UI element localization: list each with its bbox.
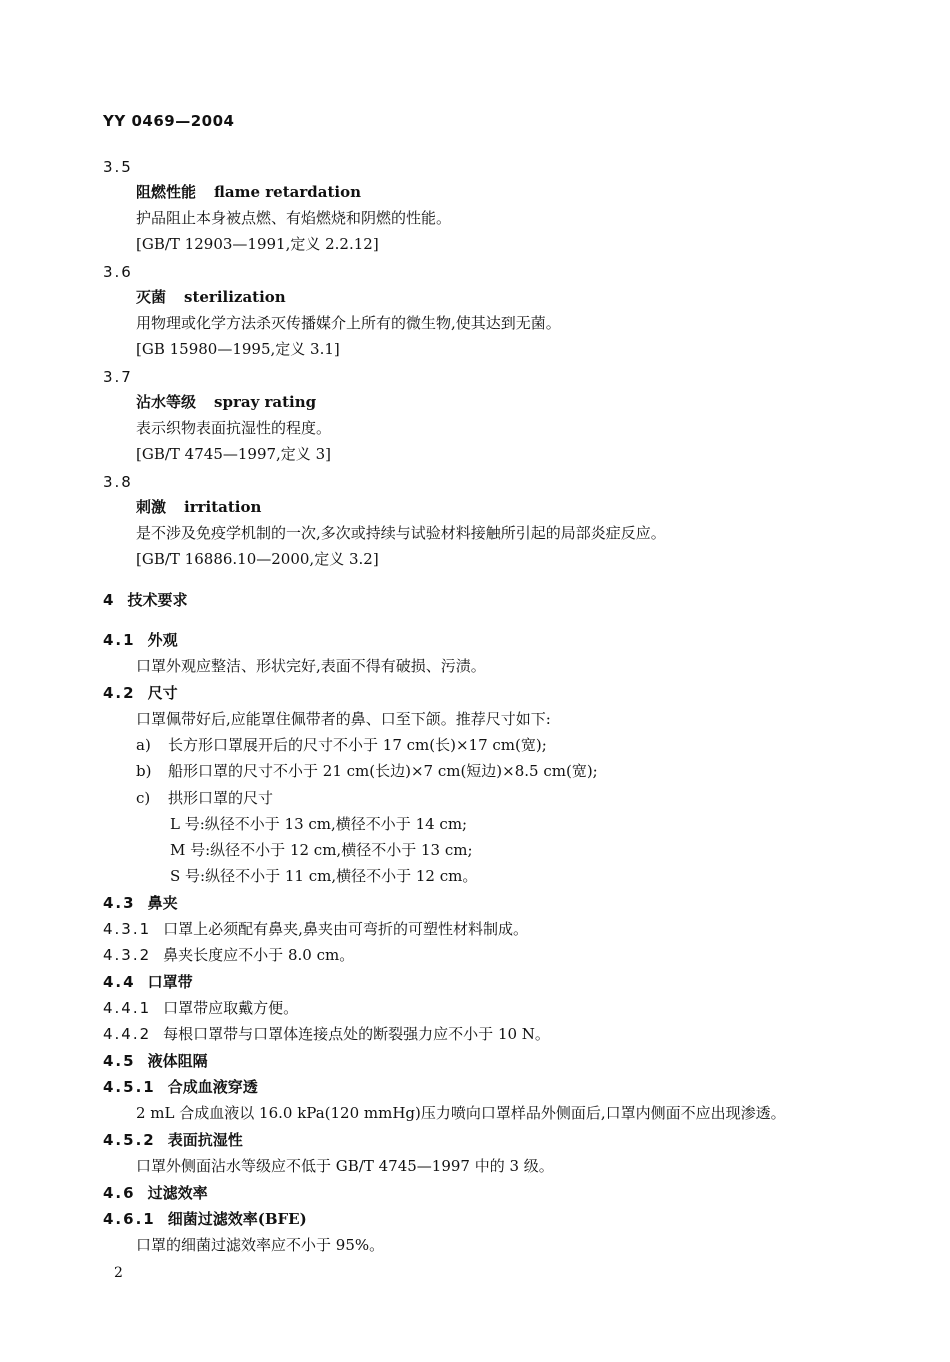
- term-en: sterilization: [184, 288, 286, 306]
- subclause-text: 口罩上必须配有鼻夹,鼻夹由可弯折的可塑性材料制成。: [163, 920, 528, 938]
- term-heading: [136, 287, 286, 307]
- subclause-number: 4.5.1: [103, 1078, 156, 1096]
- clause-number: 3.7: [103, 368, 133, 386]
- size-line: M 号:纵径不小于 12 cm,横径不小于 13 cm;: [170, 841, 473, 859]
- clause-text: 口罩外侧面沾水等级应不低于 GB/T 4745—1997 中的 3 级。: [136, 1157, 554, 1175]
- subclause: [103, 998, 298, 1018]
- clause-number: 4.5: [103, 1052, 136, 1070]
- clause-number: 4.3: [103, 894, 136, 912]
- clause-number: 3.6: [103, 263, 133, 281]
- subclause: [103, 919, 528, 939]
- clause-text: 口罩外观应整洁、形状完好,表面不得有破损、污渍。: [136, 657, 486, 675]
- term-definition: 护品阻止本身被点燃、有焰燃烧和阴燃的性能。: [136, 209, 452, 227]
- subclause-text: 鼻夹长度应不小于 8.0 cm。: [163, 946, 355, 964]
- subclause-heading: [103, 1209, 307, 1229]
- section-number: 4: [103, 591, 116, 609]
- term-cn: 阻燃性能: [136, 183, 197, 201]
- subclause: [103, 945, 354, 965]
- clause-number: 4.6: [103, 1184, 136, 1202]
- term-definition: 是不涉及免疫学机制的一次,多次或持续与试验材料接触所引起的局部炎症反应。: [136, 524, 666, 542]
- term-definition: 表示织物表面抗湿性的程度。: [136, 419, 332, 437]
- clause-text: 2 mL 合成血液以 16.0 kPa(120 mmHg)压力喷向口罩样品外侧面后,口罩内侧面不应出现渗透。: [136, 1104, 786, 1122]
- clause-text: 口罩的细菌过滤效率应不小于 95%。: [136, 1236, 385, 1254]
- term-reference: [GB/T 12903—1991,定义 2.2.12]: [136, 235, 379, 253]
- term-cn: 沾水等级: [136, 393, 197, 411]
- clause-title: 口罩带: [147, 973, 193, 991]
- subclause-number: 4.4.1: [103, 999, 152, 1017]
- clause-title: 过滤效率: [147, 1184, 208, 1202]
- clause-heading: [103, 1051, 208, 1071]
- term-heading: [136, 497, 261, 517]
- page-number: 2: [114, 1265, 123, 1281]
- subclause-text: 每根口罩带与口罩体连接点处的断裂强力应不小于 10 N。: [163, 1025, 550, 1043]
- subclause-heading: [103, 1130, 243, 1150]
- subclause-number: 4.6.1: [103, 1210, 156, 1228]
- section-heading: [103, 590, 187, 610]
- clause-text: 口罩佩带好后,应能罩住佩带者的鼻、口至下颌。推荐尺寸如下:: [136, 710, 551, 728]
- subclause: [103, 1024, 550, 1044]
- list-label: b): [136, 762, 152, 780]
- subclause-number: 4.3.1: [103, 920, 152, 938]
- term-heading: [136, 392, 316, 412]
- list-text: 拱形口罩的尺寸: [168, 789, 274, 807]
- size-line: S 号:纵径不小于 11 cm,横径不小于 12 cm。: [170, 867, 478, 885]
- subclause-number: 4.3.2: [103, 946, 152, 964]
- subclause-title: 表面抗湿性: [167, 1131, 243, 1149]
- list-label: c): [136, 789, 151, 807]
- clause-number: 4.4: [103, 973, 136, 991]
- clause-title: 尺寸: [147, 684, 178, 702]
- term-reference: [GB/T 16886.10—2000,定义 3.2]: [136, 550, 379, 568]
- term-heading: [136, 182, 361, 202]
- document-header: YY 0469—2004: [103, 112, 235, 130]
- subclause-text: 口罩带应取戴方便。: [163, 999, 299, 1017]
- subclause-number: 4.4.2: [103, 1025, 152, 1043]
- subclause-title: 细菌过滤效率(BFE): [167, 1210, 307, 1228]
- clause-number: 3.5: [103, 158, 133, 176]
- list-text: 长方形口罩展开后的尺寸不小于 17 cm(长)×17 cm(宽);: [168, 736, 547, 754]
- subclause-title: 合成血液穿透: [167, 1078, 258, 1096]
- clause-heading: [103, 893, 178, 913]
- term-cn: 灭菌: [136, 288, 167, 306]
- clause-number: 3.8: [103, 473, 133, 491]
- clause-heading: [103, 972, 193, 992]
- subclause-number: 4.5.2: [103, 1131, 156, 1149]
- section-title: 技术要求: [127, 591, 188, 609]
- subclause-heading: [103, 1077, 258, 1097]
- clause-heading: [103, 1183, 208, 1203]
- clause-title: 外观: [147, 631, 178, 649]
- clause-title: 液体阻隔: [147, 1052, 208, 1070]
- term-cn: 刺激: [136, 498, 167, 516]
- list-text: 船形口罩的尺寸不小于 21 cm(长边)×7 cm(短边)×8.5 cm(宽);: [168, 762, 598, 780]
- clause-number: 4.2: [103, 684, 136, 702]
- clause-number: 4.1: [103, 631, 136, 649]
- term-definition: 用物理或化学方法杀灭传播媒介上所有的微生物,使其达到无菌。: [136, 314, 561, 332]
- term-en: irritation: [184, 498, 262, 516]
- list-item: [136, 788, 273, 808]
- term-reference: [GB 15980—1995,定义 3.1]: [136, 340, 340, 358]
- clause-title: 鼻夹: [147, 894, 178, 912]
- list-label: a): [136, 736, 151, 754]
- list-item: [136, 735, 547, 755]
- size-line: L 号:纵径不小于 13 cm,横径不小于 14 cm;: [170, 815, 468, 833]
- clause-heading: [103, 683, 178, 703]
- list-item: [136, 761, 598, 781]
- term-en: flame retardation: [214, 183, 362, 201]
- term-reference: [GB/T 4745—1997,定义 3]: [136, 445, 331, 463]
- clause-heading: [103, 630, 178, 650]
- term-en: spray rating: [214, 393, 317, 411]
